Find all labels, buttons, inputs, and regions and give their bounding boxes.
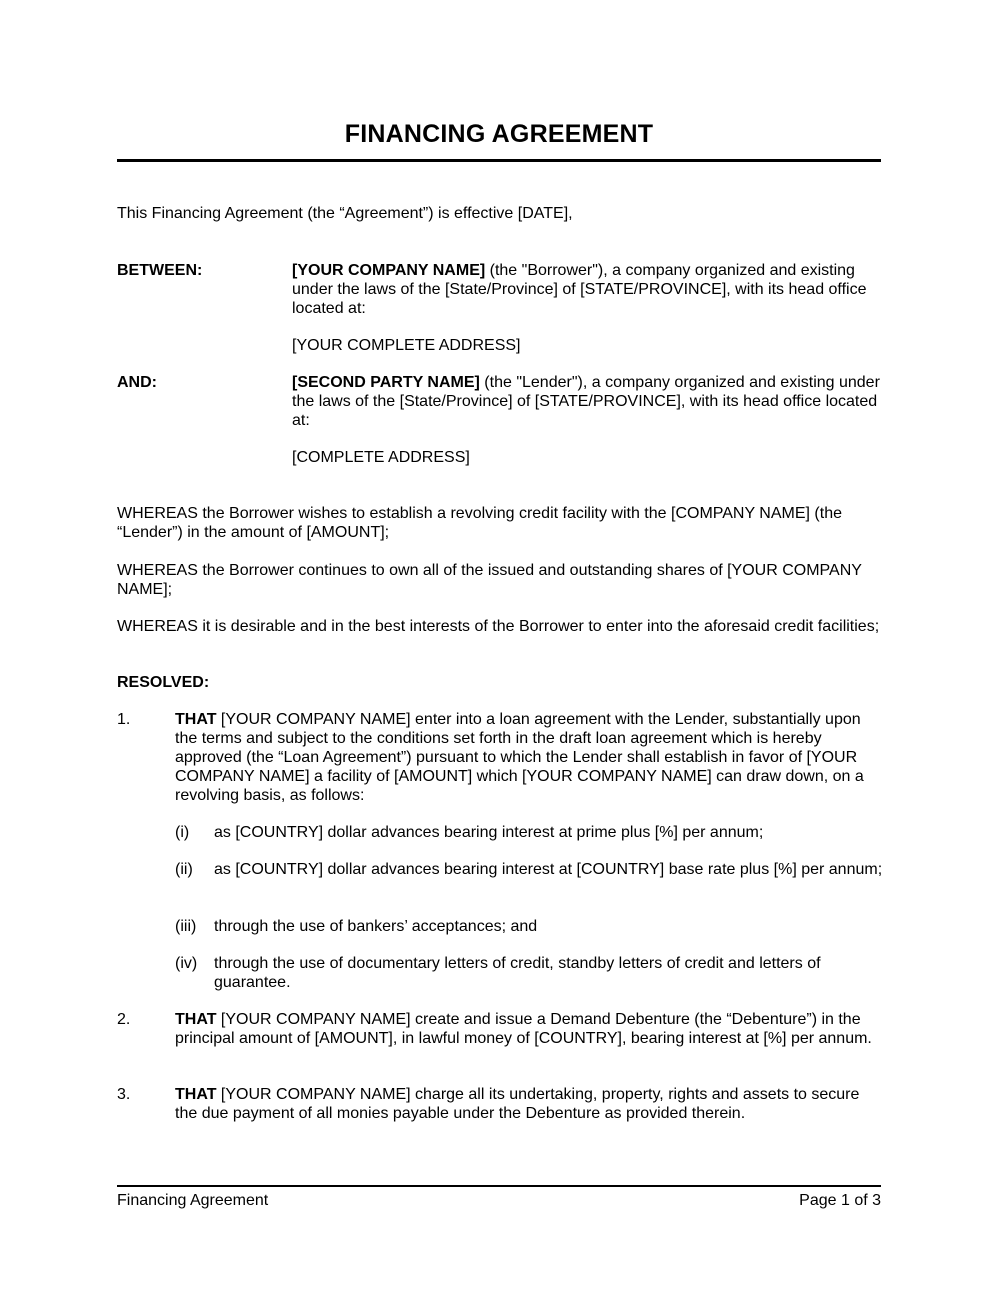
subitem-number: (ii) (175, 861, 193, 878)
lender-description: (the "Lender"), a company organized and existing under the laws of the [State/Province] of [STATE/PROVINCE], with its head office located at: (292, 374, 880, 429)
resolution-2-text (175, 1010, 885, 1048)
subitem-number: (i) (175, 824, 190, 841)
resolution-3-text (175, 1085, 885, 1123)
and-label: AND: (117, 374, 157, 391)
borrower-description: (the "Borrower"), a company organized and existing under the laws of the [State/Province] of [STATE/PROVINCE], with its head office located at: (292, 262, 867, 317)
title-divider (117, 159, 881, 162)
borrower-paragraph (292, 261, 884, 318)
lender-paragraph (292, 373, 884, 430)
subitem-text: as [COUNTRY] dollar advances bearing interest at [COUNTRY] base rate plus [%] per annum; (214, 861, 883, 878)
document-page (117, 0, 881, 1290)
subitem-number: (iii) (175, 918, 197, 935)
subitem-number: (iv) (175, 955, 198, 972)
subitem-text: through the use of bankers’ acceptances; and (214, 918, 538, 935)
footer-divider (117, 1185, 881, 1187)
lender-address: [COMPLETE ADDRESS] (292, 449, 470, 466)
resolution-1-text (175, 710, 885, 805)
resolution-lead: THAT (175, 1086, 217, 1103)
resolution-lead: THAT (175, 1011, 217, 1028)
whereas-clause-1: WHEREAS the Borrower wishes to establish a revolving credit facility with the [COMPANY NAME] (the “Lender”) in the amount of [AMOUNT]; (117, 505, 842, 541)
footer-document-name: Financing Agreement (117, 1192, 269, 1209)
footer-page-number: Page 1 of 3 (799, 1192, 881, 1209)
subitem-text: through the use of documentary letters of credit, standby letters of credit and letters of guarantee. (214, 955, 821, 991)
between-label: BETWEEN: (117, 262, 203, 279)
resolution-number: 3. (117, 1086, 131, 1103)
resolved-heading: RESOLVED: (117, 674, 210, 691)
resolution-number: 2. (117, 1011, 131, 1028)
borrower-address: [YOUR COMPLETE ADDRESS] (292, 337, 521, 354)
lender-name: [SECOND PARTY NAME] (292, 374, 480, 391)
borrower-name: [YOUR COMPANY NAME] (292, 262, 486, 279)
subitem-text: as [COUNTRY] dollar advances bearing interest at prime plus [%] per annum; (214, 824, 764, 841)
whereas-clause-3: WHEREAS it is desirable and in the best interests of the Borrower to enter into the aforesaid credit facilities; (117, 618, 880, 635)
resolution-body: [YOUR COMPANY NAME] charge all its undertaking, property, rights and assets to secure the due payment of all monies payable under the Debenture as provided therein. (175, 1086, 860, 1122)
document-title: FINANCING AGREEMENT (344, 120, 654, 148)
resolution-lead: THAT (175, 711, 217, 728)
resolution-number: 1. (117, 711, 131, 728)
whereas-clause-2: WHEREAS the Borrower continues to own all of the issued and outstanding shares of [YOUR COMPANY NAME]; (117, 562, 862, 598)
resolution-body: [YOUR COMPANY NAME] create and issue a Demand Debenture (the “Debenture”) in the principal amount of [AMOUNT], in lawful money of [COUNTRY], bearing interest at [%] per annum. (175, 1011, 872, 1047)
intro-paragraph: This Financing Agreement (the “Agreement”) is effective [DATE], (117, 205, 573, 222)
resolution-body: [YOUR COMPANY NAME] enter into a loan agreement with the Lender, substantially upon the terms and subject to the conditions set forth in the draft loan agreement which is hereby approved (the “Loan Agreement”) pursuant to which the Lender shall establish in favor of [YOUR COMPANY NAME] a facility of [AMOUNT] which [YOUR COMPANY NAME] can draw down, on a revolving basis, as follows: (175, 711, 864, 804)
